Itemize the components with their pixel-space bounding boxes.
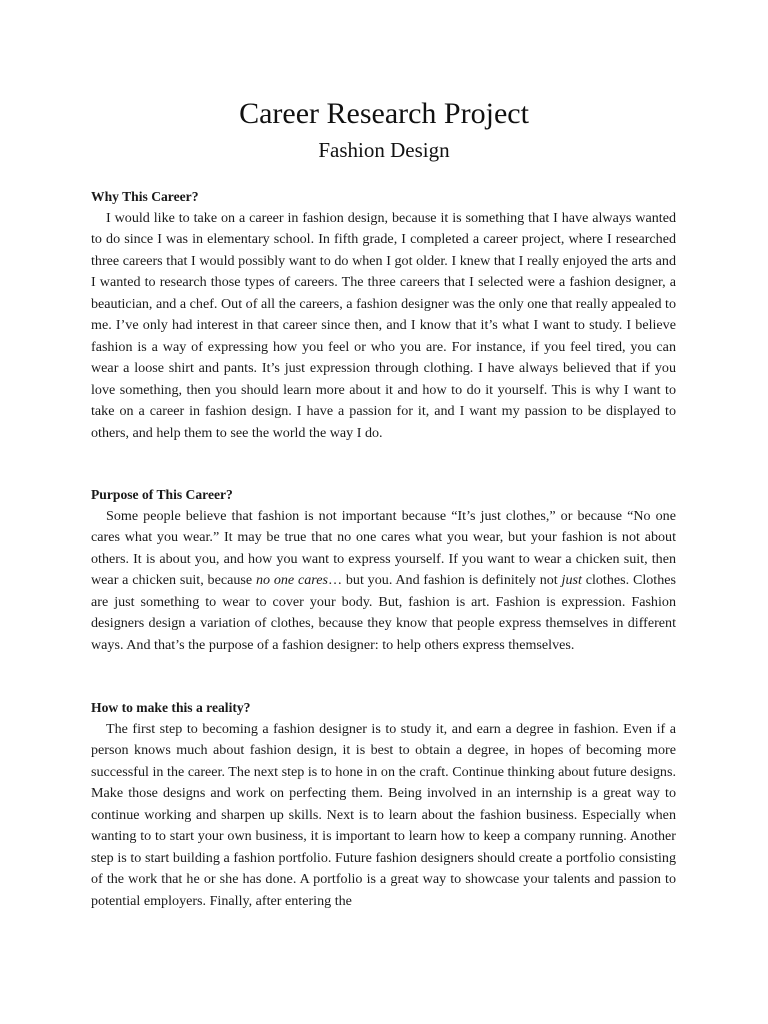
section-purpose-of-career xyxy=(91,484,676,656)
paragraph-text: Some people believe that fashion is not important because “It’s just clothes,” or because “No one cares what you wear.” It may be true that no one cares what you wear, but your fashion is not about others. It is about you, and how you want to express yourself. If you want to wear a chicken suit, then wear a chicken suit, because xyxy=(91,507,676,588)
document-title: Career Research Project xyxy=(239,97,529,130)
document-subtitle: Fashion Design xyxy=(318,138,450,162)
section-heading: Why This Career? xyxy=(91,189,199,204)
section-why-this-career xyxy=(91,186,676,444)
section-heading: Purpose of This Career? xyxy=(91,487,233,502)
section-how-to-make-reality xyxy=(91,697,676,912)
section-paragraph xyxy=(91,506,676,657)
emphasis-text: just xyxy=(561,572,582,588)
paragraph-text: clothes. Clothes are just something to wear to cover your body. But, fashion is art. Fashion is expression. Fashion designers design a variation of clothes, because they know that people express themselves in different ways. And that’s the purpose of a fashion designer: to help others express themselves. xyxy=(91,572,677,653)
section-paragraph: The first step to becoming a fashion designer is to study it, and earn a degree in fashion. Even if a person knows much about fashion design, it is best to obtain a degree, in hopes of becoming more successful in the career. The next step is to hone in on the craft. Continue thinking about future designs. Make those designs and work on perfecting them. Being involved in an internship is a great way to continue working and sharpen up skills. Next is to learn about the fashion business. Especially when wanting to to start your own business, it is important to learn how to keep a company running. Another step is to start building a fashion portfolio. Future fashion designers should create a portfolio consisting of the work that he or she has done. A portfolio is a great way to showcase your talents and passion to potential employers. Finally, after entering the xyxy=(91,720,676,909)
section-paragraph: I would like to take on a career in fashion design, because it is something that I have always wanted to do since I was in elementary school. In fifth grade, I completed a career project, where I researched three careers that I would possibly want to do when I got older. I knew that I really enjoyed the arts and I wanted to research those types of careers. The three careers that I selected were a fashion designer, a beautician, and a chef. Out of all the careers, a fashion designer was the only one that really appealed to me. I’ve only had interest in that career since then, and I know that it’s what I want to study. I believe fashion is a way of expressing how you feel or who you are. For instance, if you feel tired, you can wear a loose shirt and pants. It’s just expression through clothing. I have always believed that if you love something, then you should learn more about it and how to do it yourself. This is why I want to take on a career in fashion design. I have a passion for it, and I want my passion to be displayed to others, and help them to see the world the way I do. xyxy=(91,209,676,441)
emphasis-text: no one cares xyxy=(255,572,328,588)
section-heading: How to make this a reality? xyxy=(91,700,251,715)
paragraph-text: … but you. And fashion is definitely not xyxy=(327,572,562,588)
